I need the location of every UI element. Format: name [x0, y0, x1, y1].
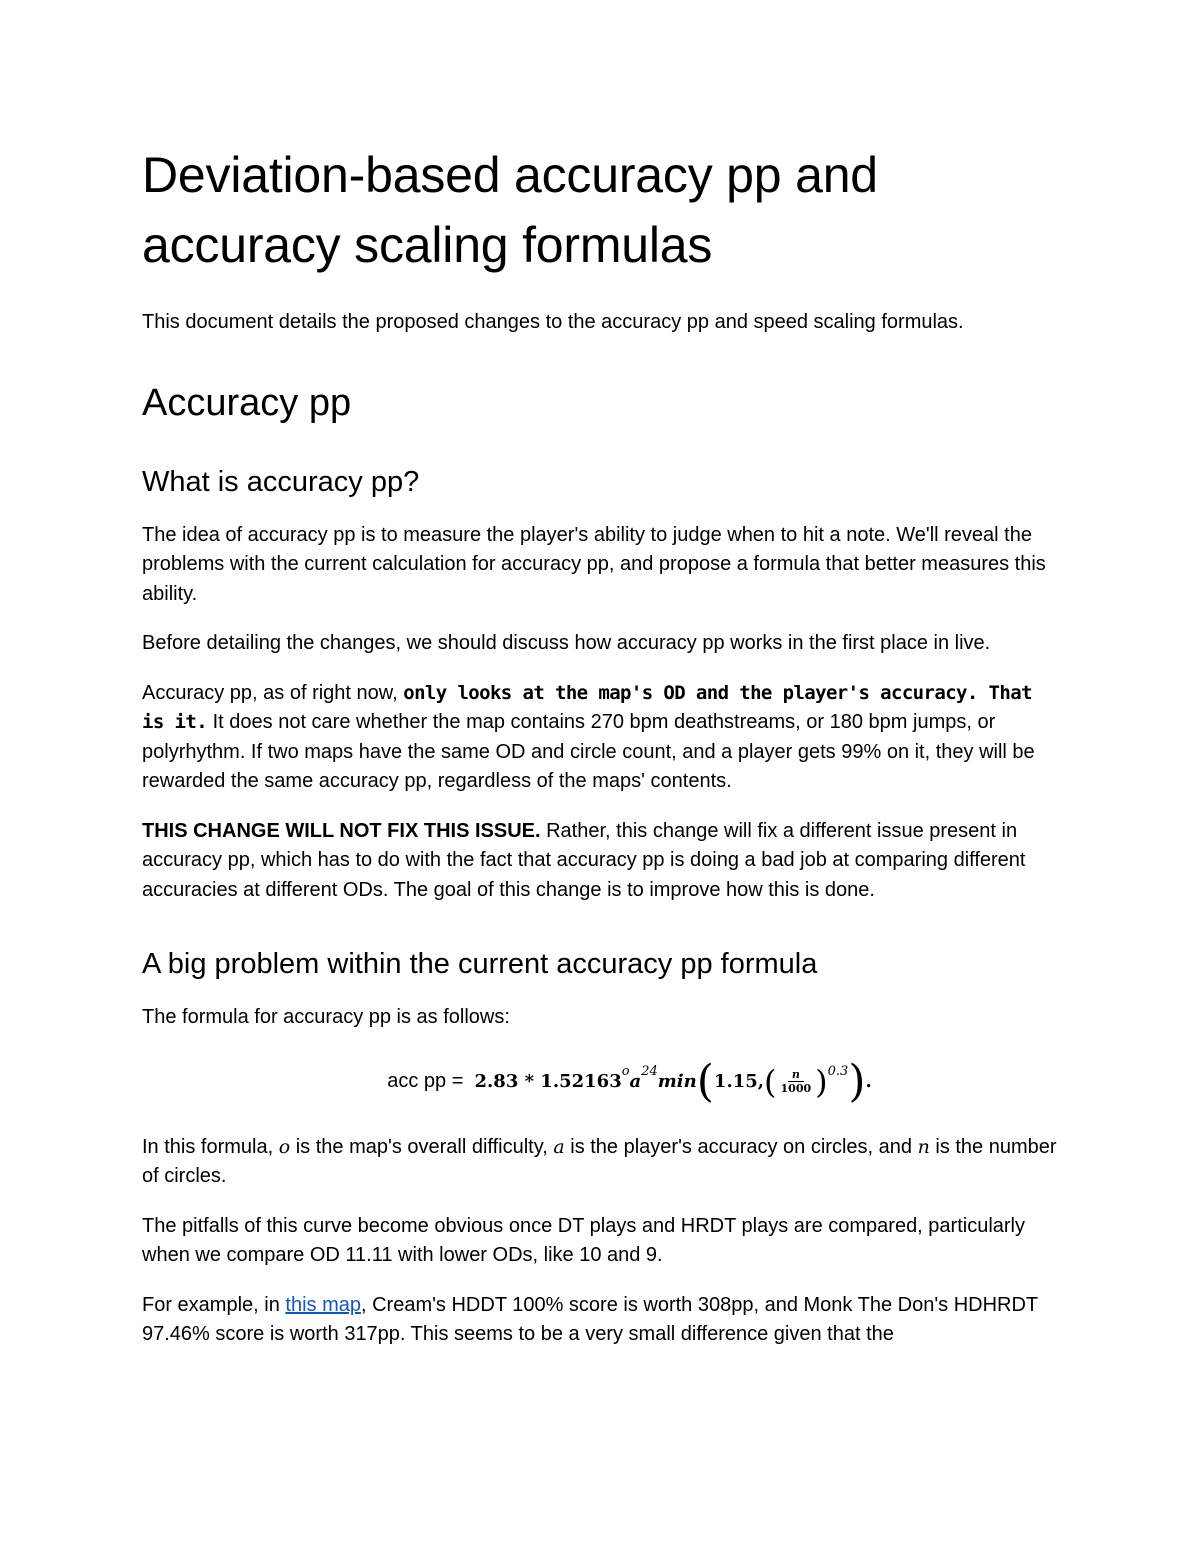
- paragraph-formula-intro: The formula for accuracy pp is as follows:: [142, 1006, 510, 1028]
- text-run: Accuracy pp, as of right now,: [142, 681, 404, 704]
- formula-lhs: acc pp =: [387, 1070, 464, 1092]
- formula-exponent-03: 0.3: [827, 1064, 849, 1079]
- close-paren: ): [848, 1055, 866, 1107]
- formula-exponent-24: 24: [641, 1064, 658, 1079]
- formula-coefficient: 2.83 * 1.52163: [474, 1071, 622, 1092]
- emphasis-text: THIS CHANGE WILL NOT FIX THIS ISSUE.: [142, 819, 541, 842]
- text-run: is the player's accuracy on circles, and: [564, 1135, 918, 1158]
- heading-big-problem: A big problem within the current accuracy pp formula: [142, 948, 818, 980]
- document-title: Deviation-based accuracy pp and accuracy scaling formulas: [142, 147, 878, 273]
- text-run: , Cream's HDDT 100% score is worth 308pp, and Monk The Don's HDHRDT 97.46% score is worth 317pp. This seems to be a very small difference given that the: [142, 1293, 1038, 1345]
- text-run: It does not care whether the map contains 270 bpm deathstreams, or 180 bpm jumps, or polyrhythm. If two maps have the same OD and circle count, and a player gets 99% on it, they will be rewarded the same accuracy pp, regardless of the maps' contents.: [142, 711, 1035, 792]
- intro-paragraph: This document details the proposed changes to the accuracy pp and speed scaling formulas.: [142, 311, 964, 333]
- paragraph-as-of-now: [142, 679, 1062, 797]
- text-run: In this formula,: [142, 1135, 279, 1158]
- formula-end: .: [865, 1071, 872, 1092]
- variable-n: n: [917, 1135, 930, 1158]
- paragraph-idea: The idea of accuracy pp is to measure the player's ability to judge when to hit a note. We'll reveal the problems with the current calculation for accuracy pp, and propose a formula that better measures this ability.: [142, 523, 1046, 605]
- fraction-denominator: 1000: [780, 1082, 812, 1095]
- open-paren-inner: (: [764, 1062, 777, 1101]
- formula-exponent-o: o: [621, 1064, 630, 1079]
- text-run: For example, in: [142, 1293, 286, 1316]
- paragraph-before-detailing: Before detailing the changes, we should discuss how accuracy pp works in the first place in live.: [142, 632, 991, 654]
- heading-what-is-accuracy-pp: What is accuracy pp?: [142, 465, 420, 498]
- text-run: is the map's overall difficulty,: [290, 1135, 554, 1158]
- formula-arg1: 1.15,: [713, 1071, 765, 1092]
- text-run: is the number of circles.: [142, 1135, 1057, 1187]
- this-map-link[interactable]: this map: [285, 1293, 361, 1316]
- text-run: Rather, this change will fix a different issue present in accuracy pp, which has to do with the fact that accuracy pp is doing a bad job at comparing different accuracies at different ODs. The goal of this change is to improve how this is done.: [142, 819, 1026, 901]
- formula-min: min: [657, 1071, 697, 1092]
- heading-accuracy-pp: Accuracy pp: [142, 381, 352, 424]
- open-paren: (: [696, 1055, 714, 1107]
- fraction-numerator: n: [788, 1068, 804, 1082]
- document-page: [142, 140, 1062, 1370]
- accuracy-pp-formula: [142, 1053, 1062, 1111]
- formula-fraction: [779, 1068, 814, 1095]
- paragraph-pitfalls: The pitfalls of this curve become obvious once DT plays and HRDT plays are compared, particularly when we compare OD 11.11 with lower ODs, like 10 and 9.: [142, 1214, 1025, 1266]
- variable-a: a: [553, 1135, 565, 1158]
- variable-o: o: [278, 1135, 291, 1158]
- formula-base-a: a: [629, 1071, 642, 1092]
- paragraph-this-change: [142, 817, 1062, 906]
- paragraph-example: [142, 1291, 1062, 1350]
- close-paren-inner: ): [815, 1062, 828, 1101]
- emphasis-text: only looks at the map's OD and the player's accuracy. That is it.: [142, 681, 1032, 733]
- paragraph-variables: [142, 1133, 1062, 1192]
